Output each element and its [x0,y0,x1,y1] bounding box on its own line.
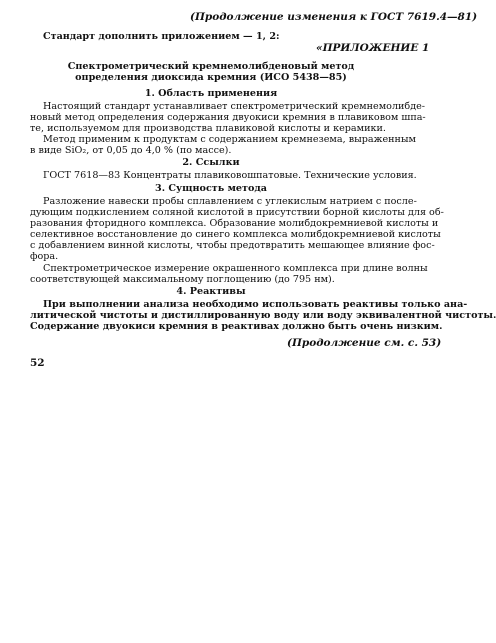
section-text-line: те, используемом для производства плавиковой кислоты и керамики. [30,123,386,134]
section-text-line: фора. [30,251,59,262]
section-heading-references: 2. Ссылки [182,157,240,168]
section-text-line: Разложение навески пробы сплавлением с углекислым натрием с после- [43,196,417,207]
continuation-header: (Продолжение изменения к ГОСТ 7619.4—81) [190,11,478,23]
title-line-1: Спектрометрический кремнемолибденовый метод [67,61,355,72]
section-text-line: Спектрометрическое измерение окрашенного комплекса при длине волны [43,263,428,274]
section-heading-scope: 1. Область применения [144,88,278,99]
section-text-line: селективное восстановление до синего комплекса молибдокремниевой кислоты [30,229,441,240]
section-text-line: дующим подкислением соляной кислотой в присутствии борной кислоты для об- [30,207,444,218]
section-text-line: соответствующей максимальному поглощению (до 795 нм). [30,274,335,285]
section-text-line: Настоящий стандарт устанавливает спектрометрический кремнемолибде- [43,101,426,112]
section-text-line: литической чистоты и дистиллированную воду или воду эквивалентной чистоты. [30,310,496,321]
title-line-2: определения диоксида кремния (ИСО 5438—85) [75,72,347,83]
footer-continuation: (Продолжение см. с. 53) [287,337,442,349]
section-text-line: новый метод определения содержания двуокиси кремния в плавиковом шпа- [30,112,426,123]
section-heading-method-principle: 3. Сущность метода [155,183,267,194]
section-text-line: разования фторидного комплекса. Образование молибдокремниевой кислоты и [30,218,439,229]
section-text-line: ГОСТ 7618—83 Концентраты плавиковошпатовые. Технические условия. [43,170,417,181]
section-text-line: Метод применим к продуктам с содержанием кремнезема, выраженным [43,134,417,145]
intro-line: Стандарт дополнить приложением — 1, 2: [43,31,280,42]
section-heading-reagents: 4. Реактивы [176,286,246,297]
section-text-line: Содержание двуокиси кремния в реактивах должно быть очень низким. [30,321,443,332]
section-text-line: При выполнении анализа необходимо использовать реактивы только ана- [43,299,468,310]
page-number: 52 [30,357,45,369]
section-text-line: в виде SiO₂, от 0,05 до 4,0 % (по массе). [30,145,232,156]
appendix-label: «ПРИЛОЖЕНИЕ 1 [316,42,430,54]
section-text-line: с добавлением винной кислоты, чтобы предотвратить мешающее влияние фос- [30,240,435,251]
